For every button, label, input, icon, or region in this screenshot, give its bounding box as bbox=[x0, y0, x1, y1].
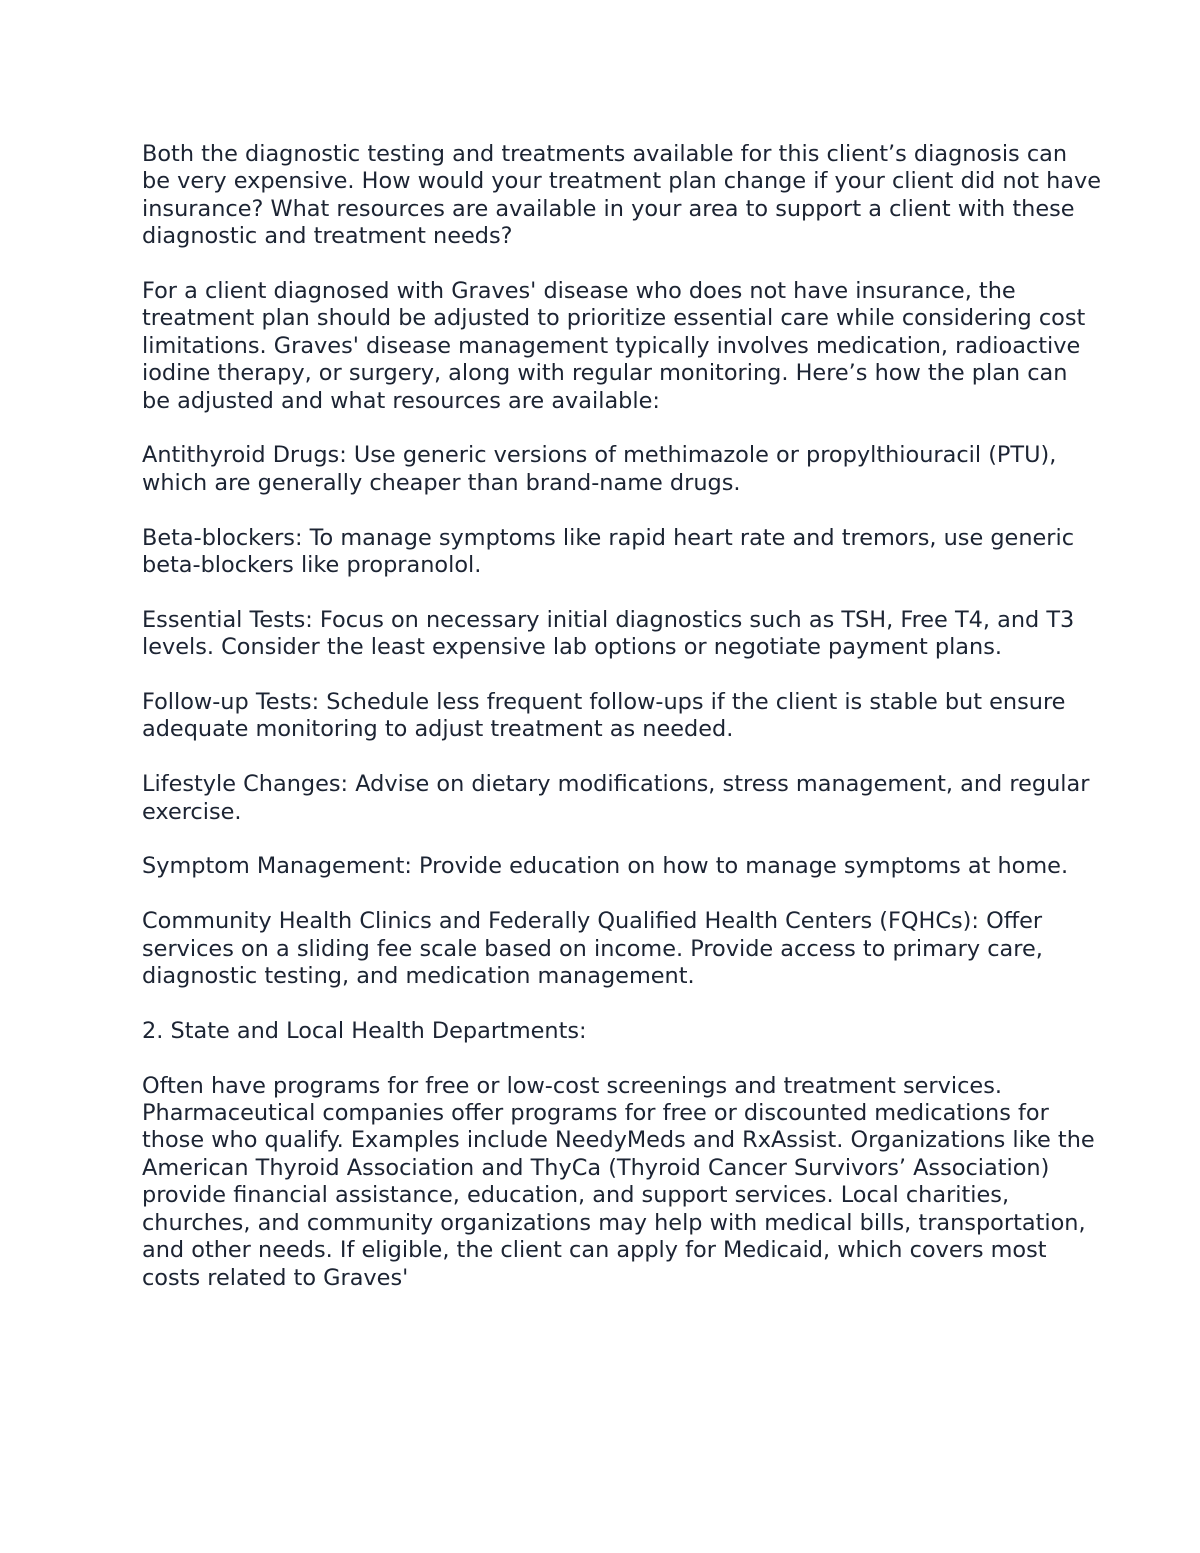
resources-paragraph: Often have programs for free or low-cost screenings and treatment services. Pharmaceutical companies offer programs for free or discounted medications for those who qualify. Examples include NeedyMeds and RxAssist. Organizations like the American Thyroid Association and ThyCa (Thyroid Cancer Survivors’ Association) provide financial assistance, education, and support services. Local charities, churches, and community organizations may help with medical bills, transportation, and other needs. If eligible, the client can apply for Medicaid, which covers most costs related to Graves' bbox=[142, 1072, 1095, 1291]
intro-paragraph: For a client diagnosed with Graves' disease who does not have insurance, the treatment plan should be adjusted to prioritize essential care while considering cost limitations. Graves' disease management typically involves medication, radioactive iodine therapy, or surgery, along with regular monitoring. Here’s how the plan can be adjusted and what resources are available: bbox=[142, 278, 1086, 414]
lifestyle-changes-paragraph: Lifestyle Changes: Advise on dietary modifications, stress management, and regular exercise. bbox=[142, 771, 1090, 825]
follow-up-tests-paragraph: Follow-up Tests: Schedule less frequent follow-ups if the client is stable but ensure adequate monitoring to adjust treatment as needed. bbox=[142, 689, 1066, 743]
document-body bbox=[142, 141, 1102, 1319]
question-paragraph: Both the diagnostic testing and treatments available for this client’s diagnosis can be very expensive. How would your treatment plan change if your client did not have insurance? What resources are available in your area to support a client with these diagnostic and treatment needs? bbox=[142, 141, 1102, 250]
essential-tests-paragraph: Essential Tests: Focus on necessary initial diagnostics such as TSH, Free T4, and T3 levels. Consider the least expensive lab options or negotiate payment plans. bbox=[142, 606, 1075, 661]
symptom-management-paragraph: Symptom Management: Provide education on how to manage symptoms at home. bbox=[142, 853, 1069, 880]
community-health-clinics-paragraph: Community Health Clinics and Federally Qualified Health Centers (FQHCs): Offer services on a sliding fee scale based on income. Provide access to primary care, diagnostic testing, and medication management. bbox=[142, 908, 1043, 990]
health-departments-heading: 2. State and Local Health Departments: bbox=[142, 1017, 587, 1044]
antithyroid-drugs-paragraph: Antithyroid Drugs: Use generic versions of methimazole or propylthiouracil (PTU), which are generally cheaper than brand-name drugs. bbox=[142, 442, 1057, 496]
beta-blockers-paragraph: Beta-blockers: To manage symptoms like rapid heart rate and tremors, use generic beta-blockers like propranolol. bbox=[142, 524, 1075, 579]
